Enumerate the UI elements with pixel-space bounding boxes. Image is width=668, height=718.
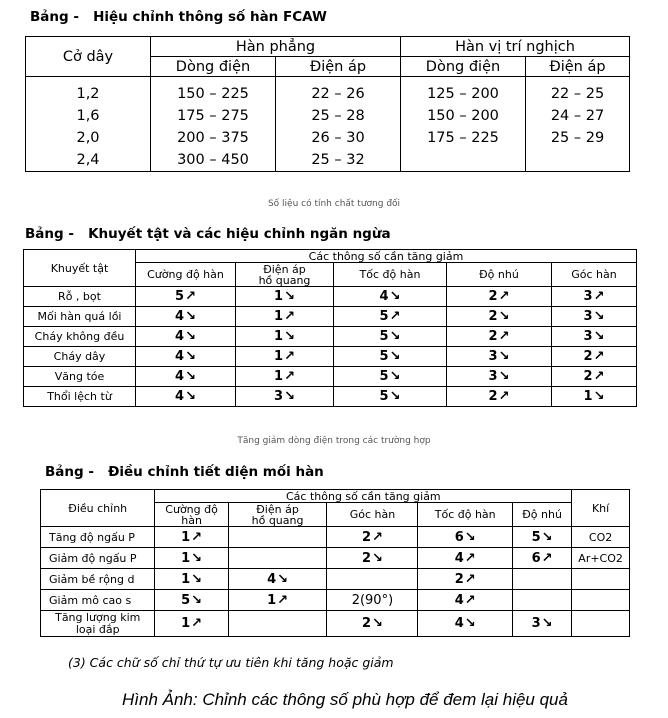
adjust-header: Điều chỉnh xyxy=(41,490,155,527)
flat-voltage: 25 – 32 xyxy=(276,149,401,172)
param-cell xyxy=(136,307,236,327)
priority-number: 4 xyxy=(175,369,185,384)
priority-number: 5 xyxy=(181,592,191,608)
param-cell xyxy=(236,287,334,307)
header-voltage xyxy=(228,503,327,527)
param-cell xyxy=(512,611,571,637)
param-cell xyxy=(552,307,637,327)
param-cell xyxy=(236,367,334,387)
priority-number: 2 xyxy=(488,329,498,344)
param-cell xyxy=(447,307,552,327)
header-voltage xyxy=(236,263,334,287)
table-row xyxy=(26,83,630,105)
inverted-welding-header: Hàn vị trí nghịch xyxy=(401,37,630,57)
param-cell xyxy=(228,548,327,569)
param-cell xyxy=(447,287,552,307)
defect-name: Thổi lệch từ xyxy=(24,387,136,407)
table3-title: Bảng - Điều chỉnh tiết diện mối hàn xyxy=(45,464,324,480)
priority-number: 5 xyxy=(379,349,389,364)
wire-size: 1,2 xyxy=(26,83,151,105)
table-row xyxy=(26,105,630,127)
inverted-voltage xyxy=(526,149,630,172)
param-cell xyxy=(136,347,236,367)
flat-current: 300 – 450 xyxy=(151,149,276,172)
priority-number: 4 xyxy=(175,389,185,404)
arrow-down-right-icon: ↘ xyxy=(541,529,553,545)
param-cell xyxy=(327,527,418,548)
arrow-down-right-icon: ↘ xyxy=(464,616,476,631)
header-voltage-line1: Điện áp xyxy=(256,502,299,516)
flat-welding-header: Hàn phẳng xyxy=(151,37,401,57)
wire-size: 2,0 xyxy=(26,127,151,149)
arrow-down-right-icon: ↘ xyxy=(191,592,203,608)
arrow-up-right-icon: ↗ xyxy=(464,592,476,608)
priority-number: 2 xyxy=(488,289,498,304)
param-cell xyxy=(136,387,236,407)
priority-number: 4 xyxy=(175,329,185,344)
header-stickout: Độ nhú xyxy=(447,263,552,287)
table-row xyxy=(24,367,637,387)
arrow-up-right-icon: ↗ xyxy=(498,289,510,304)
arrow-down-right-icon: ↘ xyxy=(277,571,289,587)
arrow-down-right-icon: ↘ xyxy=(372,616,383,631)
flat-current: 175 – 275 xyxy=(151,105,276,127)
arrow-down-right-icon: ↘ xyxy=(498,309,510,324)
priority-number: 2 xyxy=(361,550,371,566)
table-row xyxy=(41,527,630,548)
param-cell xyxy=(136,367,236,387)
arrow-up-right-icon: ↗ xyxy=(593,289,605,304)
flat-voltage-header: Điện áp xyxy=(276,57,401,77)
param-cell xyxy=(228,590,327,611)
adjustment-name-line1: Tăng lượng kim xyxy=(55,610,141,624)
param-cell xyxy=(327,569,418,590)
header-speed: Tốc độ hàn xyxy=(418,503,513,527)
arrow-up-right-icon: ↗ xyxy=(541,550,553,566)
flat-voltage: 22 – 26 xyxy=(276,83,401,105)
priority-number: 2 xyxy=(361,616,371,631)
priority-number: 5 xyxy=(379,329,389,344)
header-stickout: Độ nhú xyxy=(512,503,571,527)
table1-note: Số liệu có tính chất tương đối xyxy=(267,199,401,209)
priority-number: 1 xyxy=(181,529,191,545)
adjustment-name: Giảm mô cao s xyxy=(41,590,155,611)
arrow-down-right-icon: ↘ xyxy=(185,389,196,404)
param-cell xyxy=(136,287,236,307)
priority-number: 3 xyxy=(488,349,498,364)
table-row xyxy=(24,387,637,407)
param-cell xyxy=(155,590,228,611)
wire-size-header: Cở dây xyxy=(26,37,151,77)
adjustment-name xyxy=(41,611,155,637)
param-cell xyxy=(512,527,571,548)
adjustment-name: Giảm bề rộng d xyxy=(41,569,155,590)
flat-current-header: Dòng điện xyxy=(151,57,276,77)
param-cell xyxy=(418,611,513,637)
priority-number: 2 xyxy=(583,369,593,384)
inverted-current-header: Dòng điện xyxy=(401,57,526,77)
header-angle: Góc hàn xyxy=(552,263,637,287)
inverted-voltage: 24 – 27 xyxy=(526,105,630,127)
priority-number: 1 xyxy=(583,389,593,404)
arrow-down-right-icon: ↘ xyxy=(389,289,401,304)
priority-number: 6 xyxy=(454,529,464,545)
param-cell xyxy=(512,590,571,611)
param-cell xyxy=(552,367,637,387)
header-current xyxy=(155,503,228,527)
param-cell xyxy=(155,548,228,569)
priority-number: 1 xyxy=(274,369,284,384)
param-cell xyxy=(552,287,637,307)
param-cell xyxy=(447,387,552,407)
priority-number: 3 xyxy=(583,289,593,304)
arrow-down-right-icon: ↘ xyxy=(284,289,295,304)
priority-number: 1 xyxy=(181,571,191,587)
priority-number: 3 xyxy=(583,309,593,324)
param-cell xyxy=(228,569,327,590)
param-cell xyxy=(155,569,228,590)
params-group-header: Các thông số cần tăng giảm xyxy=(155,490,572,503)
param-cell xyxy=(327,590,418,611)
priority-number: 2 xyxy=(583,349,593,364)
wire-size: 1,6 xyxy=(26,105,151,127)
table-row xyxy=(41,548,630,569)
priority-number: 2 xyxy=(454,571,464,587)
table-row xyxy=(24,307,637,327)
defect-name: Cháy dây xyxy=(24,347,136,367)
arrow-up-right-icon: ↗ xyxy=(464,571,476,587)
inverted-voltage: 22 – 25 xyxy=(526,83,630,105)
header-voltage-line1: Điện áp xyxy=(263,262,306,276)
arrow-up-right-icon: ↗ xyxy=(498,329,510,344)
param-cell xyxy=(418,527,513,548)
weld-section-table xyxy=(40,489,630,637)
flat-voltage: 25 – 28 xyxy=(276,105,401,127)
arrow-down-right-icon: ↘ xyxy=(498,349,510,364)
arrow-up-right-icon: ↗ xyxy=(284,369,295,384)
adjustment-name-line2: loại đắp xyxy=(75,622,120,636)
arrow-up-right-icon: ↗ xyxy=(191,529,203,545)
header-gas: Khí xyxy=(572,490,630,527)
param-cell xyxy=(447,367,552,387)
param-cell xyxy=(136,327,236,347)
param-cell xyxy=(447,327,552,347)
priority-number: 3 xyxy=(583,329,593,344)
table-row xyxy=(41,569,630,590)
header-speed: Tốc độ hàn xyxy=(334,263,447,287)
param-cell xyxy=(418,548,513,569)
arrow-up-right-icon: ↗ xyxy=(185,289,196,304)
param-cell xyxy=(228,611,327,637)
table-row xyxy=(24,327,637,347)
defect-header: Khuyết tật xyxy=(24,250,136,287)
param-cell xyxy=(552,327,637,347)
param-cell xyxy=(512,569,571,590)
arrow-up-right-icon: ↗ xyxy=(284,349,295,364)
priority-number: 4 xyxy=(454,550,464,566)
arrow-down-right-icon: ↘ xyxy=(185,309,196,324)
param-cell xyxy=(334,387,447,407)
adjustment-name: Giảm độ ngấu P xyxy=(41,548,155,569)
param-cell xyxy=(418,569,513,590)
header-angle: Góc hàn xyxy=(327,503,418,527)
priority-number: 5 xyxy=(175,289,185,304)
priority-number: 4 xyxy=(379,289,389,304)
param-cell xyxy=(334,287,447,307)
priority-number: 4 xyxy=(454,592,464,608)
arrow-down-right-icon: ↘ xyxy=(593,329,605,344)
param-cell xyxy=(512,548,571,569)
priority-number: 4 xyxy=(267,571,277,587)
defects-table xyxy=(23,249,637,407)
priority-number: 5 xyxy=(379,369,389,384)
param-cell xyxy=(236,307,334,327)
params-group-header: Các thông số cần tăng giảm xyxy=(136,250,637,263)
gas-type xyxy=(572,611,630,637)
flat-current: 200 – 375 xyxy=(151,127,276,149)
arrow-down-right-icon: ↘ xyxy=(498,369,510,384)
param-cell xyxy=(236,387,334,407)
arrow-down-right-icon: ↘ xyxy=(389,369,401,384)
arrow-up-right-icon: ↗ xyxy=(284,309,295,324)
gas-type: CO2 xyxy=(572,527,630,548)
arrow-down-right-icon: ↘ xyxy=(389,389,401,404)
arrow-down-right-icon: ↘ xyxy=(185,329,196,344)
inverted-current: 150 – 200 xyxy=(401,105,526,127)
arrow-down-right-icon: ↘ xyxy=(593,309,605,324)
inverted-current: 175 – 225 xyxy=(401,127,526,149)
param-cell xyxy=(334,367,447,387)
gas-type xyxy=(572,569,630,590)
priority-number: 3 xyxy=(274,389,284,404)
table-row xyxy=(41,590,630,611)
defect-name: Cháy không đều xyxy=(24,327,136,347)
header-current: Cường độ hàn xyxy=(136,263,236,287)
adjustment-name: Tăng độ ngấu P xyxy=(41,527,155,548)
gas-type: Ar+CO2 xyxy=(572,548,630,569)
priority-number: 1 xyxy=(274,329,284,344)
arrow-down-right-icon: ↘ xyxy=(284,329,295,344)
param-cell xyxy=(327,548,418,569)
arrow-down-right-icon: ↘ xyxy=(284,389,295,404)
priority-number: 2(90°) xyxy=(351,592,394,608)
arrow-up-right-icon: ↗ xyxy=(372,529,383,545)
inverted-current xyxy=(401,149,526,172)
priority-number: 3 xyxy=(531,616,541,631)
priority-number: 1 xyxy=(181,550,191,566)
priority-number: 1 xyxy=(274,309,284,324)
param-cell xyxy=(155,527,228,548)
flat-voltage: 26 – 30 xyxy=(276,127,401,149)
table1-title: Bảng - Hiệu chỉnh thông số hàn FCAW xyxy=(30,9,327,25)
arrow-up-right-icon: ↗ xyxy=(593,369,605,384)
table-row xyxy=(41,611,630,637)
priority-number: 2 xyxy=(488,309,498,324)
param-cell xyxy=(552,347,637,367)
arrow-down-right-icon: ↘ xyxy=(389,329,401,344)
arrow-down-right-icon: ↘ xyxy=(185,369,196,384)
table-row xyxy=(24,347,637,367)
priority-number: 1 xyxy=(181,616,191,631)
priority-number: 1 xyxy=(274,349,284,364)
defect-name: Văng tóe xyxy=(24,367,136,387)
table-row xyxy=(26,127,630,149)
header-current-line2: hàn xyxy=(181,513,202,527)
table2-title: Bảng - Khuyết tật và các hiệu chỉnh ngăn ngừa xyxy=(25,226,391,242)
priority-number: 2 xyxy=(361,529,371,545)
table2-note: Tăng giảm dòng điện trong các trường hợp xyxy=(237,436,431,446)
arrow-down-right-icon: ↘ xyxy=(593,389,605,404)
priority-number: 1 xyxy=(267,592,277,608)
header-current-line1: Cường độ xyxy=(165,502,218,516)
inverted-voltage-header: Điện áp xyxy=(526,57,630,77)
gas-type xyxy=(572,590,630,611)
defect-name: Rỗ , bọt xyxy=(24,287,136,307)
arrow-up-right-icon: ↗ xyxy=(498,389,510,404)
inverted-voltage: 25 – 29 xyxy=(526,127,630,149)
arrow-down-right-icon: ↘ xyxy=(541,616,553,631)
param-cell xyxy=(447,347,552,367)
flat-current: 150 – 225 xyxy=(151,83,276,105)
param-cell xyxy=(334,347,447,367)
header-voltage-line2: hồ quang xyxy=(258,273,311,287)
priority-number: 4 xyxy=(454,616,464,631)
priority-number: 4 xyxy=(175,349,185,364)
param-cell xyxy=(236,327,334,347)
param-cell xyxy=(552,387,637,407)
wire-size: 2,4 xyxy=(26,149,151,172)
param-cell xyxy=(418,590,513,611)
priority-number: 5 xyxy=(531,529,541,545)
arrow-up-right-icon: ↗ xyxy=(277,592,289,608)
arrow-down-right-icon: ↘ xyxy=(185,349,196,364)
param-cell xyxy=(236,347,334,367)
arrow-down-right-icon: ↘ xyxy=(389,349,401,364)
fcaw-settings-table xyxy=(25,36,630,172)
table-row xyxy=(24,287,637,307)
param-cell xyxy=(334,327,447,347)
arrow-down-right-icon: ↘ xyxy=(464,529,476,545)
priority-number: 5 xyxy=(379,389,389,404)
arrow-down-right-icon: ↘ xyxy=(372,550,383,566)
arrow-up-right-icon: ↗ xyxy=(464,550,476,566)
priority-number: 2 xyxy=(488,389,498,404)
arrow-up-right-icon: ↗ xyxy=(389,309,401,324)
priority-number: 1 xyxy=(274,289,284,304)
inverted-current: 125 – 200 xyxy=(401,83,526,105)
footnote: (3) Các chữ số chỉ thứ tự ưu tiên khi tăng hoặc giảm xyxy=(68,655,394,670)
arrow-up-right-icon: ↗ xyxy=(593,349,605,364)
arrow-down-right-icon: ↘ xyxy=(191,571,203,587)
header-voltage-line2: hồ quang xyxy=(251,513,304,527)
priority-number: 3 xyxy=(488,369,498,384)
table-row xyxy=(26,149,630,172)
arrow-down-right-icon: ↘ xyxy=(191,550,203,566)
priority-number: 4 xyxy=(175,309,185,324)
param-cell xyxy=(228,527,327,548)
defect-name: Mối hàn quá lồi xyxy=(24,307,136,327)
param-cell xyxy=(327,611,418,637)
priority-number: 6 xyxy=(531,550,541,566)
priority-number: 5 xyxy=(379,309,389,324)
arrow-up-right-icon: ↗ xyxy=(191,616,203,631)
param-cell xyxy=(155,611,228,637)
figure-caption: Hình Ảnh: Chỉnh các thông số phù hợp để đem lại hiệu quả xyxy=(122,690,568,709)
param-cell xyxy=(334,307,447,327)
